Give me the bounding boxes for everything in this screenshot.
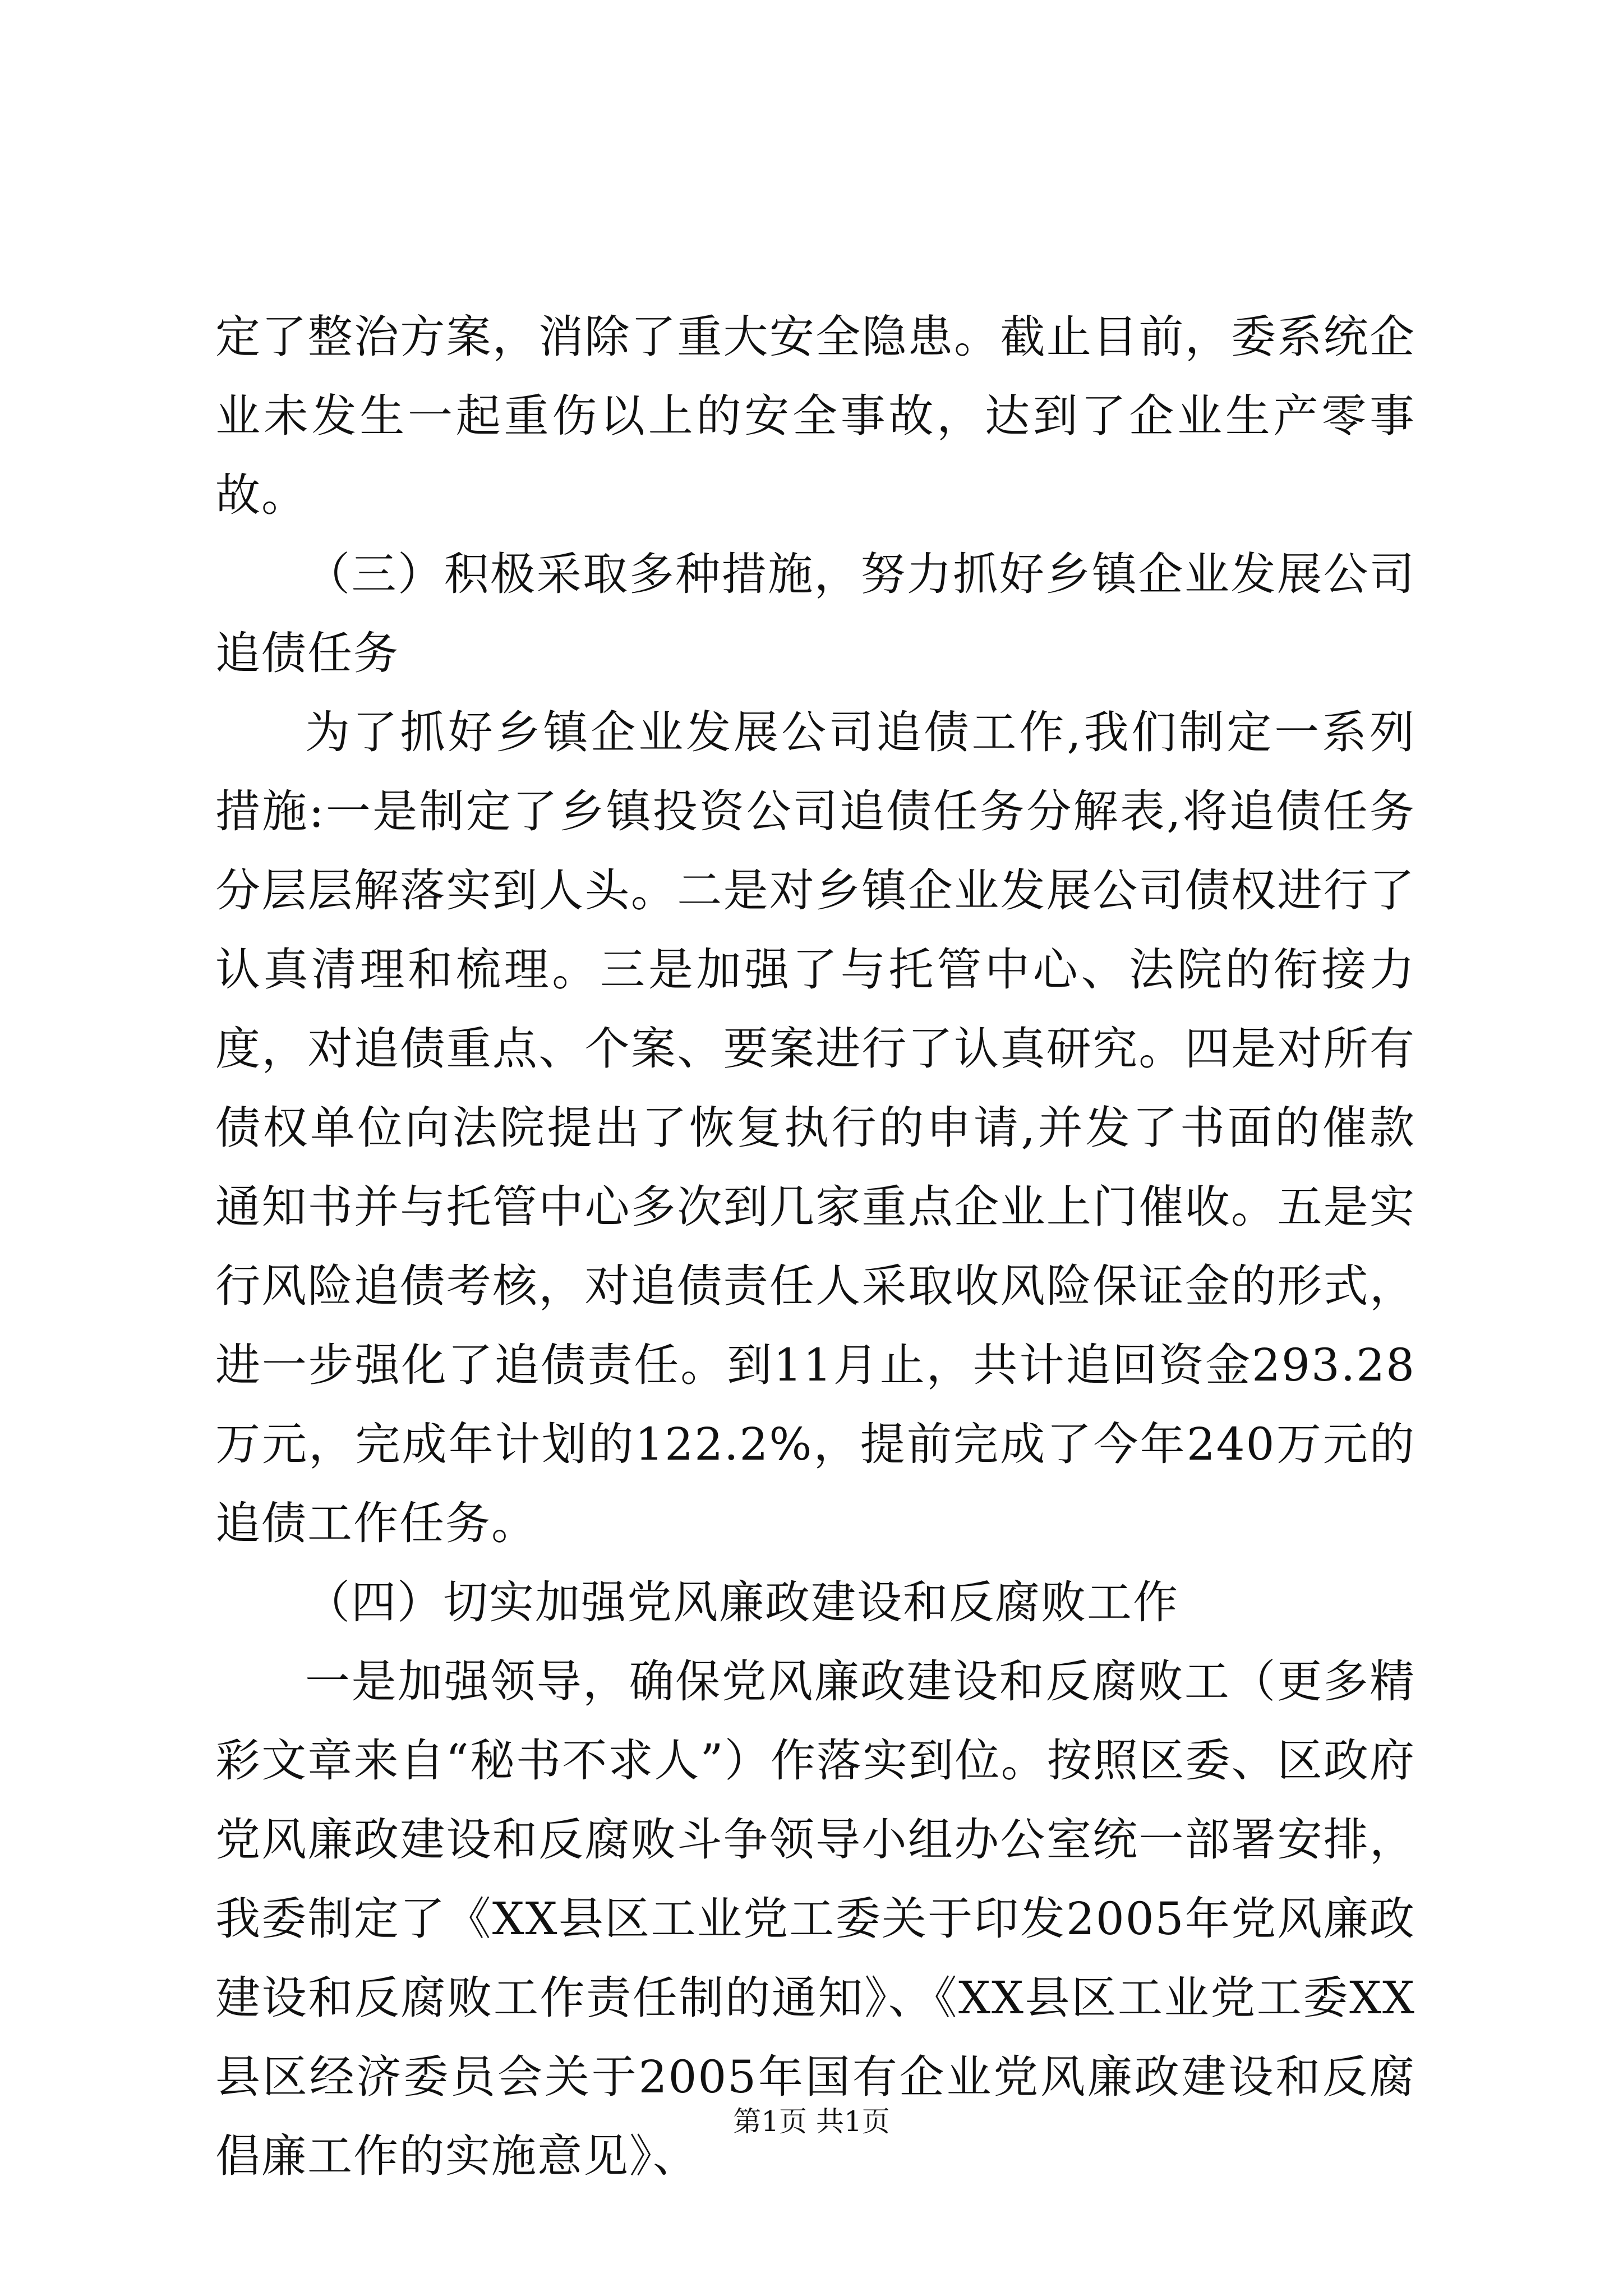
paragraph-continuation: 定了整治方案，消除了重大安全隐患。截止目前，委系统企业未发生一起重伤以上的安全事故，达到了企业生产零事故。 bbox=[215, 311, 1415, 521]
paragraph-anti-corruption: 一是加强领导，确保党风廉政建设和反腐败工（更多精彩文章来自“秘书不求人”）作落实到位。按照区委、区政府党风廉政建设和反腐败斗争领导小组办公室统一部署安排，我委制定了《XX县区工业党工委关于印发2005年党风廉政建设和反腐败工作责任制的通知》、《XX县区工业党工委XX县区经济委员会关于2005年国有企业党风廉政建设和反腐倡廉工作的实施意见》、 bbox=[215, 1655, 1415, 2182]
paragraph-debt-collection: 为了抓好乡镇企业发展公司追债工作,我们制定一系列措施:一是制定了乡镇投资公司追债任务分解表,将追债任务分层层解落实到人头。二是对乡镇企业发展公司债权进行了认真清理和梳理。三是加强了与托管中心、法院的衔接力度，对追债重点、个案、要案进行了认真研究。四是对所有债权单位向法院提出了恢复执行的申请,并发了书面的催款通知书并与托管中心多次到几家重点企业上门催收。五是实行风险追债考核，对追债责任人采取收风险保证金的形式，进一步强化了追债责任。到11月止，共计追回资金293.28万元，完成年计划的122.2%，提前完成了今年240万元的追债工作任务。 bbox=[215, 706, 1415, 1549]
section-heading-4: （四）切实加强党风廉政建设和反腐败工作 bbox=[305, 1576, 1179, 1628]
page-footer: 第1页 共1页 bbox=[733, 2105, 890, 2138]
document-body bbox=[215, 297, 1415, 2196]
section-heading-3: （三）积极采取多种措施，努力抓好乡镇企业发展公司追债任务 bbox=[215, 548, 1415, 679]
